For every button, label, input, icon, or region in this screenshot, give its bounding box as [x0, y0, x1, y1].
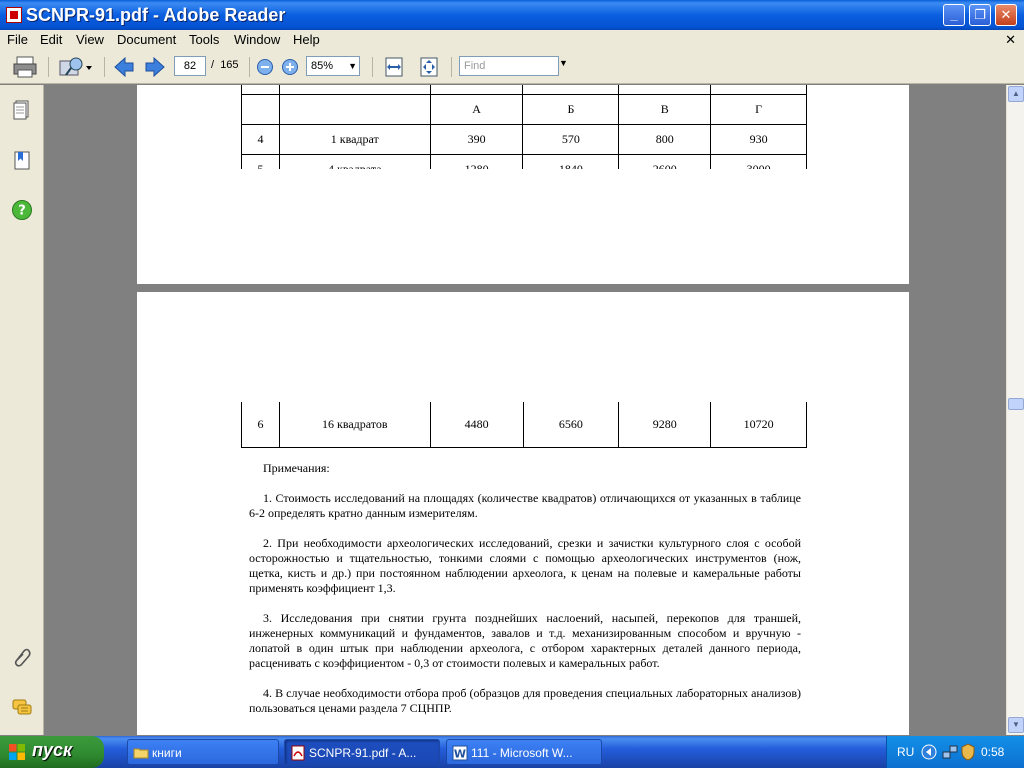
col-header-a: А [430, 94, 523, 124]
clock[interactable]: 0:58 [981, 745, 1005, 759]
col-header-v: В [619, 94, 711, 124]
minimize-button[interactable]: _ [943, 4, 965, 26]
scroll-up-button[interactable]: ▲ [1008, 86, 1024, 102]
close-button[interactable]: ✕ [995, 4, 1017, 26]
fit-page-icon[interactable] [418, 56, 440, 78]
window-title: SCNPR-91.pdf - Adobe Reader [26, 5, 286, 25]
notes-heading: Примечания: [263, 461, 330, 475]
find-input[interactable]: Find [459, 56, 559, 76]
word-icon [452, 745, 468, 761]
note-item: 2. При необходимости археологических исследований, срезки и зачистки культурного слоя с особой осторожностью и тщательностью, тонкими слоями с помощью археологических инструментов (нож, щетка, кисть и др.) при постоянном наблюдении археолога, к ценам на полевые и камеральные работы применять коэффициент 1,3. [249, 536, 801, 595]
start-button[interactable]: пуск [0, 736, 104, 768]
menu-help[interactable]: Help [293, 32, 320, 47]
scroll-thumb[interactable] [1008, 398, 1024, 410]
menu-edit[interactable]: Edit [40, 32, 63, 47]
scroll-down-button[interactable]: ▼ [1008, 717, 1024, 733]
pages-icon[interactable] [11, 99, 33, 121]
help-icon[interactable] [11, 199, 33, 221]
menu-file[interactable]: File [7, 32, 28, 47]
search-tool-icon[interactable] [58, 55, 94, 79]
note-item: 3. Исследования при снятии грунта позднейших наслоений, насыпей, перекопов для траншей, инженерных коммуникаций и фундаментов, завалов и т.д. механизированным способом и вручную - лопатой в один штык при наблюдении археолога, с отбором характерных деталей данного периода, расценивать с коэффициентом - 0,3 от стоимости полевых и камеральных работ. [249, 611, 801, 670]
title-bar [0, 0, 1024, 30]
svg-text:W: W [453, 747, 467, 761]
page-number-input[interactable]: 82 [174, 56, 206, 76]
zoom-select[interactable]: 85% ▼ [306, 56, 360, 76]
toolbar [0, 50, 1024, 84]
pdf-page-83 [137, 292, 909, 735]
table-row: 4 1 квадрат 390 570 800 930 [242, 124, 807, 154]
notes-section [249, 461, 801, 731]
bookmarks-icon[interactable] [11, 149, 33, 171]
taskbar-item-word[interactable]: W 111 - Microsoft W... [446, 739, 602, 765]
taskbar-item-folder[interactable]: книги [127, 739, 279, 765]
table-row: 6 16 квадратов 4480 6560 9280 10720 [242, 402, 807, 447]
maximize-button[interactable]: ❐ [969, 4, 991, 26]
menu-view[interactable]: View [76, 32, 104, 47]
page-count: / 165 [211, 59, 239, 71]
zoom-in-icon[interactable] [281, 58, 299, 76]
document-view[interactable] [44, 85, 1006, 735]
menu-document[interactable]: Document [117, 32, 177, 47]
taskbar [0, 736, 1024, 768]
taskbar-item-adobe-reader[interactable]: SCNPR-91.pdf - A... [284, 739, 440, 765]
previous-page-icon[interactable] [112, 55, 136, 79]
pdf-page-82 [137, 85, 909, 284]
tray-expand-icon[interactable] [921, 744, 937, 760]
security-icon[interactable] [960, 743, 976, 761]
navigation-panel [0, 85, 44, 735]
comments-icon[interactable] [11, 696, 33, 718]
col-header-g: Г [711, 94, 807, 124]
document-close-icon[interactable]: ✕ [1005, 32, 1016, 47]
system-tray [886, 736, 1024, 768]
menu-tools[interactable]: Tools [189, 32, 220, 47]
fit-width-icon[interactable] [383, 56, 405, 78]
adobe-reader-icon [6, 7, 22, 23]
vertical-scrollbar[interactable] [1006, 85, 1024, 735]
print-icon[interactable] [12, 55, 38, 79]
zoom-out-icon[interactable] [256, 58, 274, 76]
note-item: 1. Стоимость исследований на площадях (количестве квадратов) отличающихся от указанных в таблице 6-2 определять кратно данным измерителям. [249, 491, 801, 520]
windows-logo-icon [8, 743, 26, 761]
svg-text:?: ? [18, 203, 26, 219]
folder-icon [133, 745, 149, 761]
col-header-b: Б [523, 94, 619, 124]
menu-bar [0, 30, 1024, 50]
pdf-icon [290, 745, 306, 761]
attachments-icon[interactable] [11, 646, 33, 668]
next-page-icon[interactable] [143, 55, 167, 79]
menu-window[interactable]: Window [234, 32, 281, 47]
language-indicator[interactable]: RU [897, 745, 915, 759]
network-icon[interactable] [941, 743, 959, 761]
note-item: 4. В случае необходимости отбора проб (образцов для проведения специальных лабораторных анализов) пользоваться ценами раздела 7 СЦНПР. [249, 686, 801, 715]
find-dropdown-icon[interactable]: ▼ [559, 58, 568, 68]
price-table-bottom [241, 402, 807, 448]
